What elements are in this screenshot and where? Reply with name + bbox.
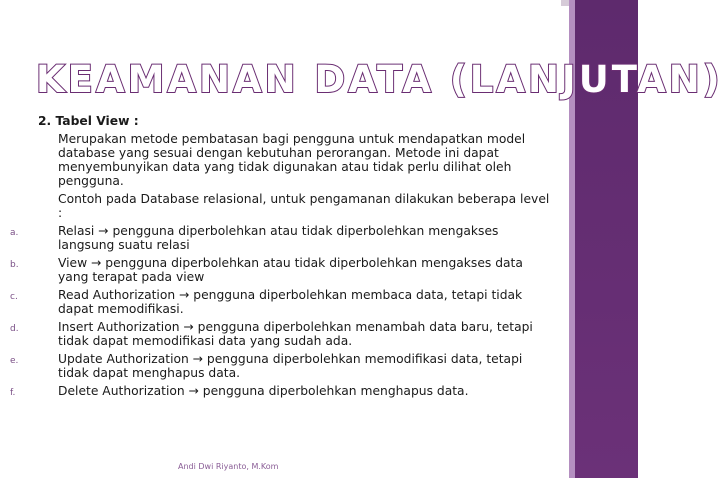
list-item <box>10 224 550 252</box>
list-item-text: Relasi → pengguna diperbolehkan atau tidak diperbolehkan mengakses langsung suatu relasi <box>58 224 499 252</box>
list-marker: c. <box>10 292 18 302</box>
section-heading: 2. Tabel View : <box>38 114 139 128</box>
list-marker: e. <box>10 356 19 366</box>
list-marker: d. <box>10 324 19 334</box>
list-marker: b. <box>10 260 19 270</box>
paragraph-example: Contoh pada Database relasional, untuk pengamanan dilakukan beberapa level : <box>58 192 550 220</box>
list-item-text: View → pengguna diperbolehkan atau tidak diperbolehkan mengakses data yang terapat pada view <box>58 256 523 284</box>
list-marker: f. <box>10 388 16 398</box>
list-marker: a. <box>10 228 19 238</box>
slide-title: KEAMANAN DATA (LANJUTAN) <box>36 58 723 101</box>
slide-content <box>10 114 550 402</box>
list-item-text: Read Authorization → pengguna diperbolehkan membaca data, tetapi tidak dapat memodifikasi. <box>58 288 523 316</box>
list-item <box>10 384 550 398</box>
list-item <box>10 288 550 316</box>
paragraph-intro: Merupakan metode pembatasan bagi pengguna untuk mendapatkan model database yang sesuai dengan kebutuhan perorangan. Metode ini dapat menyembunyikan data yang tidak digunakan atau tidak perlu dilihat oleh pengguna. <box>58 132 526 188</box>
list-item-text: Update Authorization → pengguna diperbolehkan memodifikasi data, tetapi tidak dapat menghapus data. <box>58 352 523 380</box>
list-item <box>10 256 550 284</box>
corner-mark <box>561 0 569 6</box>
list-item-text: Delete Authorization → pengguna diperbolehkan menghapus data. <box>58 384 469 398</box>
list-item <box>10 320 550 348</box>
footer-author: Andi Dwi Riyanto, M.Kom <box>178 462 279 471</box>
list-item <box>10 352 550 380</box>
list-item-text: Insert Authorization → pengguna diperbolehkan menambah data baru, tetapi tidak dapat memodifikasi data yang sudah ada. <box>58 320 533 348</box>
